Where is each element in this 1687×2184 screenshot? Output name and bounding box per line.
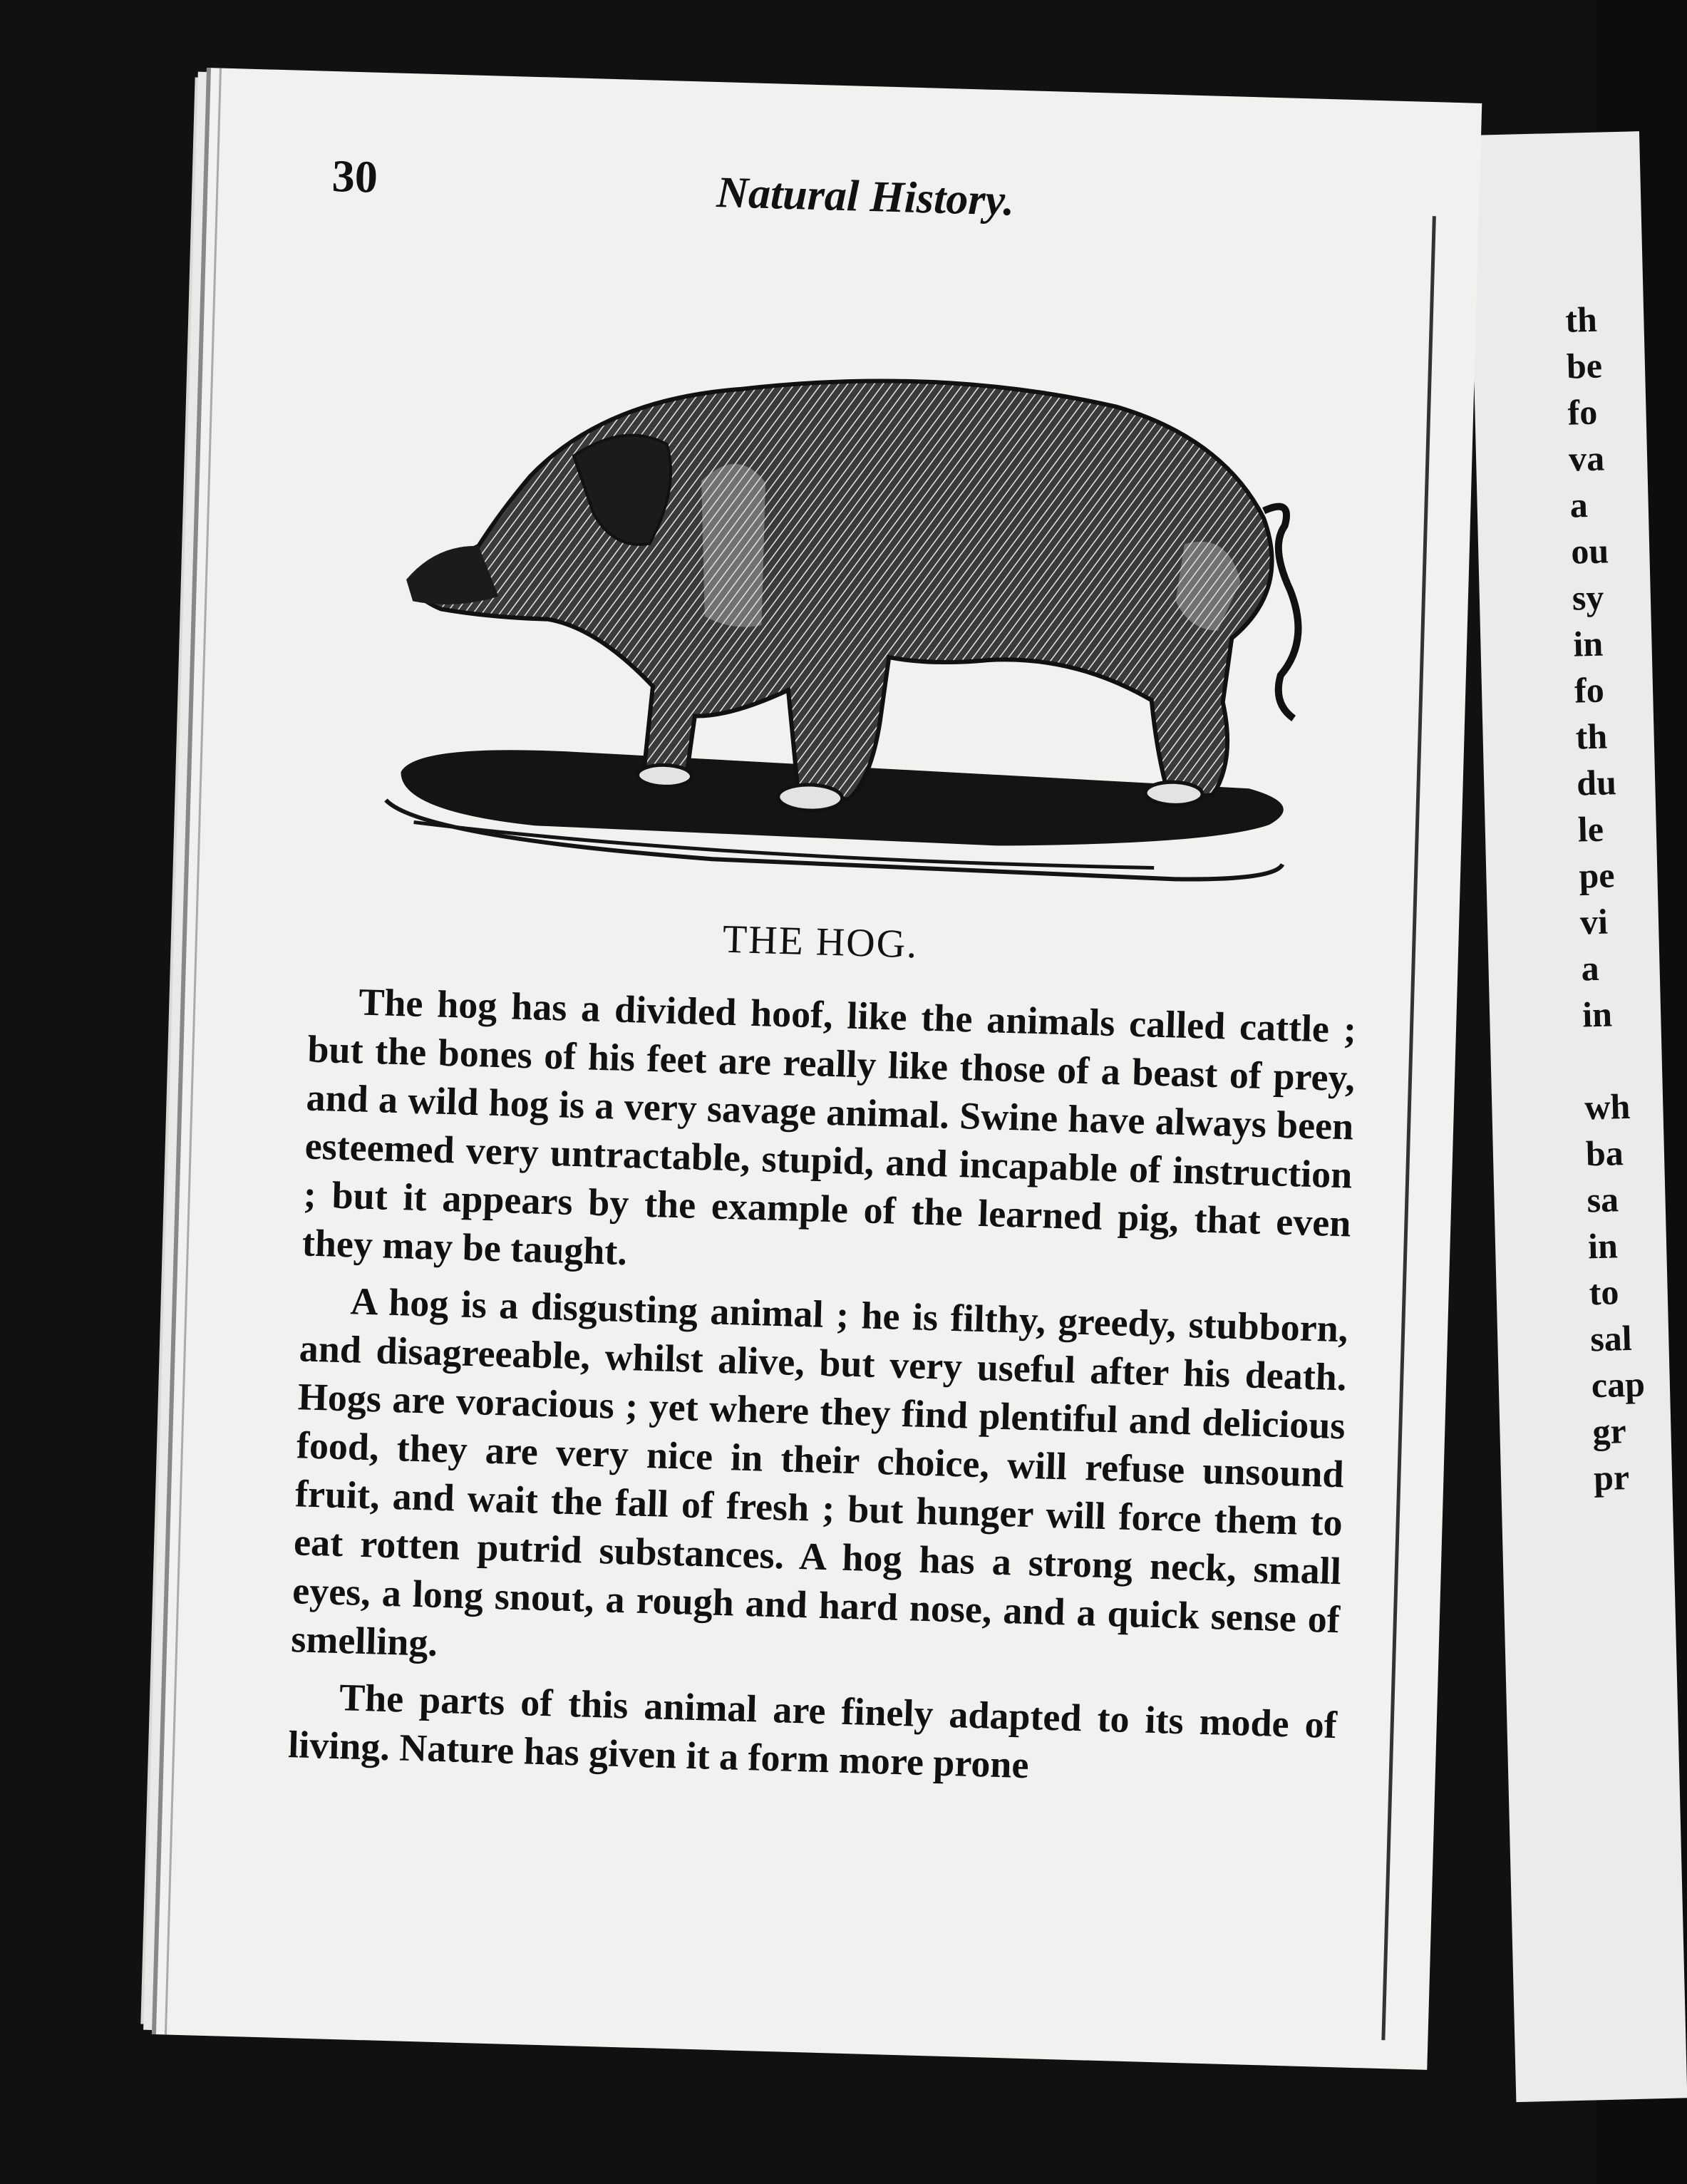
facing-page-fragment: sa (1586, 1179, 1619, 1220)
facing-page-fragment: pe (1578, 855, 1616, 896)
facing-page-fragment: du (1576, 762, 1617, 803)
facing-page-fragment: to (1589, 1272, 1620, 1313)
hog-engraving (355, 308, 1368, 906)
facing-page-fragment: th (1574, 716, 1608, 757)
facing-page-fragment: in (1582, 994, 1613, 1035)
plate-title: THE HOG. (722, 917, 919, 967)
facing-page-text (1565, 296, 1651, 1501)
facing-page-fragment: be (1566, 345, 1603, 386)
facing-page-fragment (1583, 1036, 1641, 1084)
facing-page-fragment: cap (1591, 1364, 1646, 1406)
book-page (152, 68, 1482, 2070)
facing-page-fragment: fo (1574, 669, 1605, 711)
facing-page-fragment: sy (1572, 577, 1605, 618)
facing-page-fragment: in (1587, 1225, 1619, 1267)
gutter-rule (1381, 216, 1435, 2040)
page-number: 30 (331, 150, 378, 202)
facing-page-fragment: le (1577, 808, 1604, 850)
facing-page-fragment: sal (1589, 1317, 1633, 1359)
running-head: Natural History. (716, 168, 1016, 225)
facing-page-fragment: a (1580, 947, 1600, 989)
facing-page-fragment: fo (1567, 391, 1598, 433)
facing-page-fragment: va (1568, 438, 1605, 479)
facing-page-fragment: vi (1579, 901, 1609, 942)
facing-page-fragment: pr (1593, 1457, 1630, 1498)
facing-page-fragment: wh (1584, 1086, 1631, 1128)
facing-page-fragment: ou (1570, 530, 1609, 572)
facing-page-fragment: gr (1591, 1411, 1627, 1452)
facing-page-fragment: ba (1585, 1133, 1624, 1174)
facing-page-fragment: in (1572, 623, 1604, 664)
facing-page-fragment: th (1564, 299, 1598, 340)
facing-page-fragment: a (1569, 485, 1589, 525)
paragraph: A hog is a disgusting animal ; he is filthy, greedy, stubborn, and disagreeable, whilst alive, but very useful after his death. Hogs are voracious ; yet where they find plentiful and delicious food, they are very nice in their choice, will refuse unsound fruit, and wait the fall of fresh ; but hunger will force them to eat rotten putrid substances. A hog has a strong neck, small eyes, a long snout, a rough and hard nose, and a quick sense of smelling. (290, 1279, 1349, 1664)
paragraph: The parts of this animal are finely adapted to its mode of living. Nature has given it a form more prone (287, 1676, 1338, 1787)
body-text (287, 977, 1357, 1807)
paragraph: The hog has a divided hoof, like the animals called cattle ; but the bones of his feet are really like those of a beast of prey, and a wild hog is a very savage animal. Swine have always been esteemed very untractable, stupid, and incapable of instruction ; but it appears by the example of the learned pig, that even they may be taught. (301, 980, 1357, 1274)
